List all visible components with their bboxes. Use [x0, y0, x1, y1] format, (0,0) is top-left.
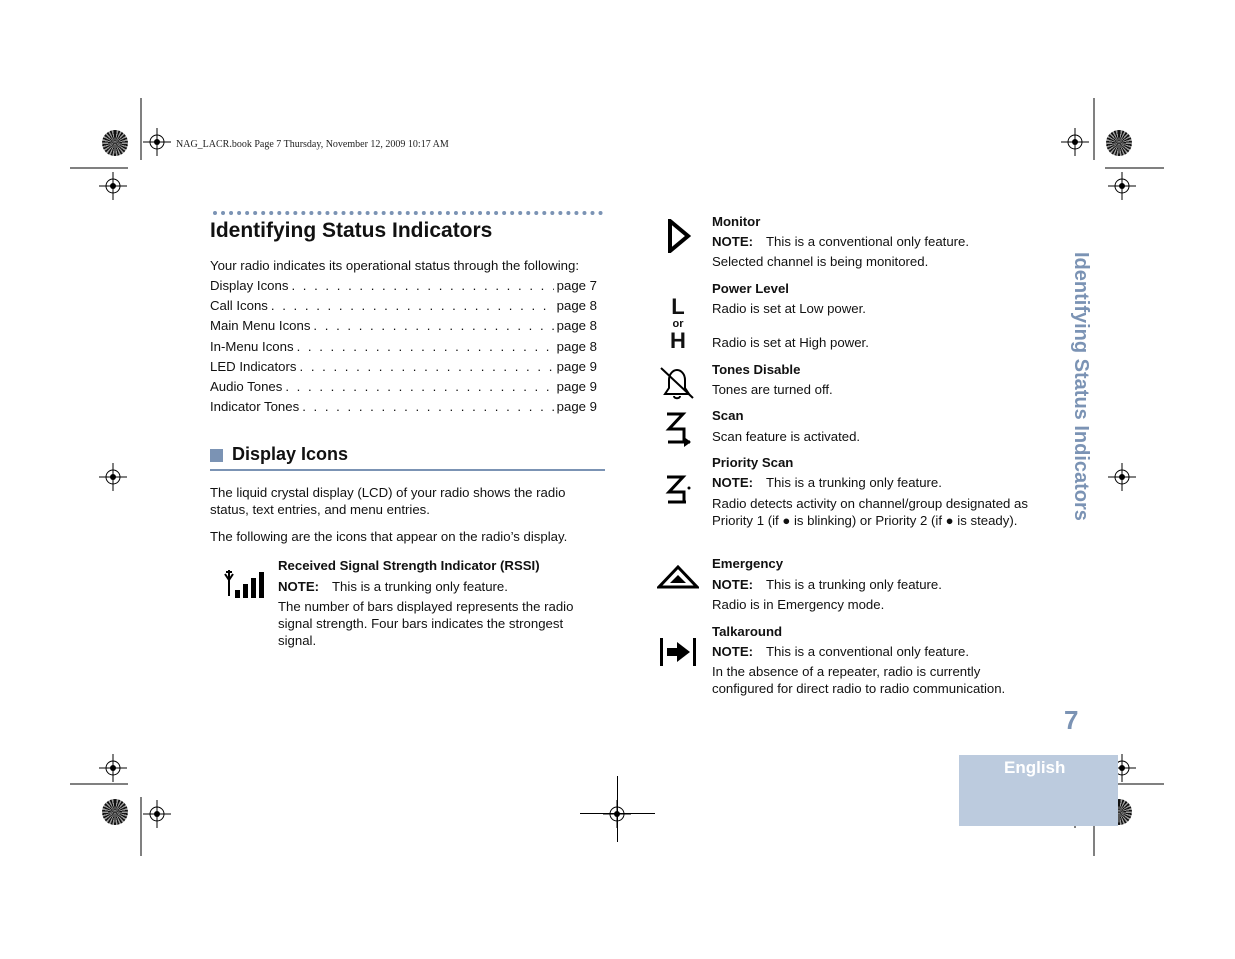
talkaround-description: In the absence of a repeater, radio is currently configured for direct radio to radio communication.: [712, 664, 1006, 696]
intro-text: Your radio indicates its operational status through the following:: [210, 258, 579, 273]
registration-mark: [143, 800, 171, 828]
monitor-description: Selected channel is being monitored.: [712, 254, 929, 269]
toc-row[interactable]: Main Menu Icons . . . page 8: [210, 317, 597, 335]
toc-row[interactable]: Audio Tones . . . page 9: [210, 378, 597, 396]
toc-row[interactable]: Call Icons . . . page 8: [210, 297, 597, 315]
priority-title: Priority Scan: [712, 455, 794, 470]
registration-mark: [99, 463, 127, 491]
side-section-title: Identifying Status Indicators: [1070, 252, 1092, 521]
talkaround-icon: [659, 637, 697, 672]
star-target: [1106, 130, 1132, 156]
rssi-icon: [223, 568, 267, 605]
power-high-description: Radio is set at High power.: [712, 335, 869, 350]
priority-scan-icon: [664, 474, 694, 515]
language-label: English: [1004, 758, 1066, 777]
section-paragraph: The following are the icons that appear on the radio’s display.: [210, 529, 568, 544]
registration-mark: [1061, 128, 1089, 156]
heading-rule: [213, 211, 603, 215]
toc-row[interactable]: Indicator Tones . . . page 9: [210, 398, 597, 416]
scan-description: Scan feature is activated.: [712, 429, 861, 444]
talkaround-title: Talkaround: [712, 624, 783, 639]
emergency-title: Emergency: [712, 556, 784, 571]
section-marker: [210, 449, 223, 462]
language-tab: [959, 755, 1118, 826]
priority-description: Radio detects activity on channel/group designated as Priority 1 (if ● is blinking) or Priority 2 (if ● is steady).: [712, 496, 1028, 528]
section-title: Display Icons: [232, 444, 349, 464]
scan-icon: [664, 411, 694, 452]
page-number: 7: [1064, 705, 1079, 735]
power-title: Power Level: [712, 281, 789, 296]
monitor-icon: [667, 219, 691, 258]
toc-row[interactable]: LED Indicators . . . page 9: [210, 358, 597, 376]
book-slug: NAG_LACR.book Page 7 Thursday, November 12, 2009 10:17 AM: [176, 139, 449, 150]
power-level-icon: L or H: [670, 294, 686, 353]
toc-row[interactable]: Display Icons . . . page 7: [210, 277, 597, 295]
rssi-note: NOTE: This is a trunking only feature.: [278, 579, 508, 594]
registration-mark: [1108, 172, 1136, 200]
power-low-description: Radio is set at Low power.: [712, 301, 866, 316]
monitor-note: NOTE: This is a conventional only feature.: [712, 234, 970, 249]
toc-row[interactable]: In-Menu Icons . . . page 8: [210, 338, 597, 356]
star-target: [102, 799, 128, 825]
rssi-description: The number of bars displayed represents the radio signal strength. Four bars indicates the strongest signal.: [278, 599, 574, 648]
registration-mark: [99, 754, 127, 782]
talkaround-note: NOTE: This is a conventional only feature.: [712, 644, 970, 659]
emergency-icon: [657, 565, 699, 596]
section-rule: [210, 469, 605, 471]
rssi-title: Received Signal Strength Indicator (RSSI): [278, 558, 540, 573]
tones-title: Tones Disable: [712, 362, 801, 377]
tones-description: Tones are turned off.: [712, 382, 833, 397]
star-target: [102, 130, 128, 156]
section-paragraph: The liquid crystal display (LCD) of your radio shows the radio status, text entries, and menu entries.: [210, 485, 566, 517]
registration-mark: [143, 128, 171, 156]
registration-mark: [99, 172, 127, 200]
scan-title: Scan: [712, 408, 744, 423]
tones-disable-icon: [659, 366, 695, 405]
priority-note: NOTE: This is a trunking only feature.: [712, 475, 942, 490]
crop-line: [617, 776, 618, 842]
emergency-note: NOTE: This is a trunking only feature.: [712, 577, 942, 592]
emergency-description: Radio is in Emergency mode.: [712, 597, 885, 612]
monitor-title: Monitor: [712, 214, 761, 229]
page-title: Identifying Status Indicators: [210, 219, 493, 242]
registration-mark: [1108, 463, 1136, 491]
